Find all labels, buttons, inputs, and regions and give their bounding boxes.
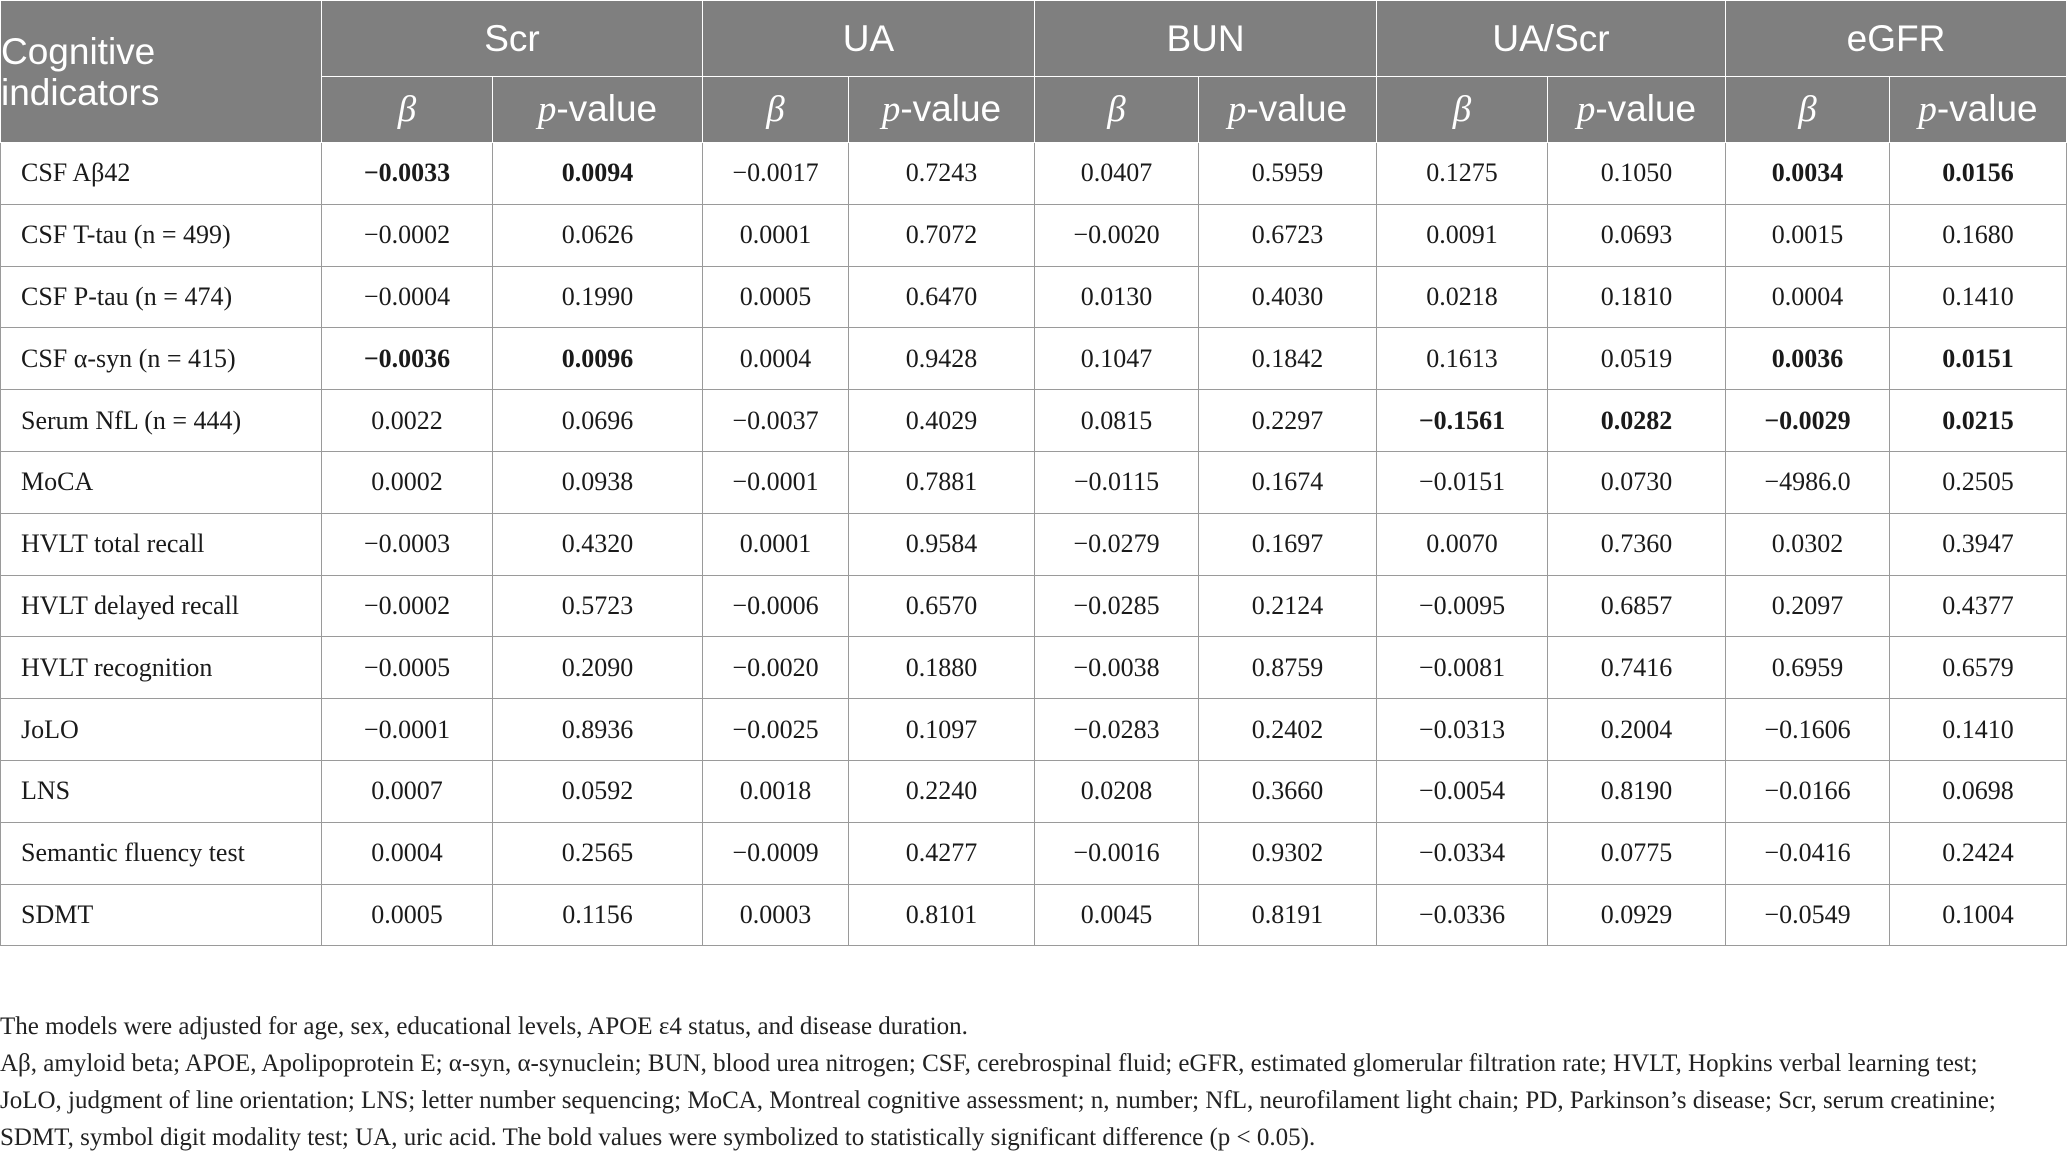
beta-cell: −0.0336 [1377,884,1548,946]
beta-cell: −4986.0 [1726,451,1890,513]
beta-cell: −0.0115 [1035,451,1199,513]
p-value-cell: 0.2424 [1890,822,2067,884]
p-value-cell: 0.1410 [1890,266,2067,328]
beta-cell: 0.0036 [1726,328,1890,390]
beta-cell: 0.0045 [1035,884,1199,946]
beta-cell: −0.0037 [703,390,849,452]
beta-cell: 0.0018 [703,760,849,822]
row-label: SDMT [1,884,322,946]
footnote-adjustment: The models were adjusted for age, sex, educational levels, APOE ε4 status, and disease duration. [0,1013,968,1040]
row-label: Serum NfL (n = 444) [1,390,322,452]
row-label: HVLT recognition [1,637,322,699]
p-value-cell: 0.8101 [849,884,1035,946]
p-value-header [1890,77,2067,143]
p-value-cell: 0.2124 [1199,575,1377,637]
p-value-cell: 0.9428 [849,328,1035,390]
p-value-suffix: -value [556,88,658,129]
p-value-cell: 0.9584 [849,513,1035,575]
p-value-cell: 0.2565 [493,822,703,884]
row-label: Semantic fluency test [1,822,322,884]
beta-cell: −0.0025 [703,699,849,761]
p-value-cell: 0.0693 [1548,204,1726,266]
p-value-cell: 0.4029 [849,390,1035,452]
row-label: CSF P-tau (n = 474) [1,266,322,328]
p-value-cell: 0.5959 [1199,143,1377,205]
group-header-scr: Scr [322,1,703,77]
p-value-cell: 0.1680 [1890,204,2067,266]
p-value-cell: 0.2240 [849,760,1035,822]
p-value-cell: 0.9302 [1199,822,1377,884]
p-symbol: p [881,89,901,130]
p-value-suffix: -value [900,88,1002,129]
table-row [1,204,2067,266]
beta-cell: −0.0081 [1377,637,1548,699]
p-value-cell: 0.0151 [1890,328,2067,390]
p-value-cell: 0.2004 [1548,699,1726,761]
table-body [1,143,2067,946]
p-value-cell: 0.8759 [1199,637,1377,699]
row-label: LNS [1,760,322,822]
p-value-header [849,77,1035,143]
p-value-cell: 0.1697 [1199,513,1377,575]
beta-cell: 0.2097 [1726,575,1890,637]
group-header-ua: UA [703,1,1035,77]
p-value-cell: 0.4030 [1199,266,1377,328]
p-value-cell: 0.1810 [1548,266,1726,328]
p-value-cell: 0.7243 [849,143,1035,205]
beta-cell: −0.0005 [322,637,493,699]
p-value-cell: 0.8190 [1548,760,1726,822]
beta-cell: 0.0002 [322,451,493,513]
p-value-cell: 0.4277 [849,822,1035,884]
beta-cell: 0.0070 [1377,513,1548,575]
p-value-cell: 0.8936 [493,699,703,761]
beta-cell: −0.0285 [1035,575,1199,637]
beta-cell: 0.0815 [1035,390,1199,452]
beta-cell: −0.0006 [703,575,849,637]
p-value-cell: 0.0929 [1548,884,1726,946]
p-value-cell: 0.4320 [493,513,703,575]
p-value-cell: 0.0626 [493,204,703,266]
row-label: JoLO [1,699,322,761]
p-value-cell: 0.0215 [1890,390,2067,452]
p-value-cell: 0.6570 [849,575,1035,637]
p-value-cell: 0.0519 [1548,328,1726,390]
table-row [1,513,2067,575]
beta-cell: −0.0313 [1377,699,1548,761]
beta-cell: 0.0001 [703,204,849,266]
beta-cell: 0.0001 [703,513,849,575]
beta-symbol: β [1452,89,1472,130]
beta-symbol: β [1798,89,1817,130]
beta-cell: 0.1275 [1377,143,1548,205]
beta-cell: −0.0038 [1035,637,1199,699]
p-value-cell: 0.1050 [1548,143,1726,205]
beta-cell: 0.0005 [322,884,493,946]
beta-cell: −0.0334 [1377,822,1548,884]
p-value-cell: 0.7881 [849,451,1035,513]
p-value-cell: 0.1842 [1199,328,1377,390]
beta-cell: −0.0029 [1726,390,1890,452]
beta-cell: 0.6959 [1726,637,1890,699]
beta-symbol: β [397,89,417,130]
beta-cell: −0.0283 [1035,699,1199,761]
p-value-cell: 0.6723 [1199,204,1377,266]
p-value-cell: 0.1410 [1890,699,2067,761]
p-value-cell: 0.0282 [1548,390,1726,452]
table-row [1,328,2067,390]
p-symbol: p [1576,89,1596,130]
p-symbol: p [1227,89,1247,130]
corner-header: Cognitive indicators [1,1,322,143]
beta-cell: 0.0130 [1035,266,1199,328]
p-value-cell: 0.6579 [1890,637,2067,699]
p-value-cell: 0.8191 [1199,884,1377,946]
beta-cell: −0.1606 [1726,699,1890,761]
table-header [1,1,2067,143]
beta-cell: 0.0208 [1035,760,1199,822]
beta-symbol: β [1107,89,1126,130]
beta-cell: 0.1613 [1377,328,1548,390]
table-row [1,390,2067,452]
table-footnotes [0,1008,2040,1156]
beta-cell: −0.0002 [322,575,493,637]
beta-cell: 0.1047 [1035,328,1199,390]
p-symbol: p [537,89,557,130]
p-value-cell: 0.0094 [493,143,703,205]
beta-cell: −0.0020 [703,637,849,699]
p-value-cell: 0.3660 [1199,760,1377,822]
beta-cell: −0.0054 [1377,760,1548,822]
p-symbol: p [1918,89,1937,130]
table-row [1,143,2067,205]
p-value-cell: 0.3947 [1890,513,2067,575]
p-value-cell: 0.1097 [849,699,1035,761]
p-value-cell: 0.2297 [1199,390,1377,452]
beta-cell: −0.0279 [1035,513,1199,575]
beta-cell: 0.0407 [1035,143,1199,205]
beta-cell: 0.0015 [1726,204,1890,266]
row-label: CSF α-syn (n = 415) [1,328,322,390]
p-value-cell: 0.4377 [1890,575,2067,637]
p-value-cell: 0.2090 [493,637,703,699]
table-row [1,575,2067,637]
p-value-cell: 0.1880 [849,637,1035,699]
beta-cell: 0.0004 [1726,266,1890,328]
table-row [1,637,2067,699]
beta-cell: −0.0003 [322,513,493,575]
p-value-cell: 0.1156 [493,884,703,946]
table-row [1,760,2067,822]
table-row [1,884,2067,946]
p-value-cell: 0.5723 [493,575,703,637]
p-value-cell: 0.7072 [849,204,1035,266]
p-value-cell: 0.0096 [493,328,703,390]
beta-cell: −0.1561 [1377,390,1548,452]
p-value-header [1199,77,1377,143]
p-value-cell: 0.0775 [1548,822,1726,884]
beta-cell: −0.0002 [322,204,493,266]
p-value-cell: 0.0938 [493,451,703,513]
beta-cell: −0.0416 [1726,822,1890,884]
beta-cell: −0.0033 [322,143,493,205]
p-value-cell: 0.1674 [1199,451,1377,513]
beta-cell: 0.0003 [703,884,849,946]
beta-cell: 0.0004 [703,328,849,390]
row-label: HVLT total recall [1,513,322,575]
beta-cell: −0.0549 [1726,884,1890,946]
p-value-cell: 0.2505 [1890,451,2067,513]
beta-cell: −0.0166 [1726,760,1890,822]
beta-cell: −0.0095 [1377,575,1548,637]
beta-cell: −0.0151 [1377,451,1548,513]
p-value-cell: 0.6857 [1548,575,1726,637]
p-value-cell: 0.1004 [1890,884,2067,946]
row-label: CSF T-tau (n = 499) [1,204,322,266]
p-value-cell: 0.0696 [493,390,703,452]
p-value-cell: 0.0592 [493,760,703,822]
beta-cell: 0.0034 [1726,143,1890,205]
beta-header [1377,77,1548,143]
beta-symbol: β [766,89,785,130]
beta-header [703,77,849,143]
footnote-abbreviations: Aβ, amyloid beta; APOE, Apolipoprotein E; α-syn, α-synuclein; BUN, blood urea nitrogen; CSF, cerebrospinal fluid; eGFR, estimated glomerular filtration rate; HVLT, Hopkins verbal learning test; JoLO, judgment of line orientation; LNS; letter number sequencing; MoCA, Montreal cognitive assessment; n, number; NfL, neurofilament light chain; PD, Parkinson’s disease; Scr, serum creatinine; SDMT, symbol digit modality test; UA, uric acid. The bold values were symbolized to statistically significant difference (p < 0.05). [0,1050,1996,1151]
beta-cell: −0.0020 [1035,204,1199,266]
beta-cell: −0.0001 [703,451,849,513]
p-value-cell: 0.6470 [849,266,1035,328]
beta-cell: −0.0036 [322,328,493,390]
beta-header [1035,77,1199,143]
table-row [1,699,2067,761]
header-row-groups [1,1,2067,77]
table-row [1,822,2067,884]
row-label: CSF Aβ42 [1,143,322,205]
p-value-cell: 0.1990 [493,266,703,328]
row-label: MoCA [1,451,322,513]
beta-cell: −0.0001 [322,699,493,761]
table-row [1,266,2067,328]
p-value-cell: 0.7360 [1548,513,1726,575]
beta-cell: 0.0022 [322,390,493,452]
beta-cell: 0.0302 [1726,513,1890,575]
p-value-cell: 0.0698 [1890,760,2067,822]
group-header-bun: BUN [1035,1,1377,77]
p-value-header [1548,77,1726,143]
p-value-cell: 0.0156 [1890,143,2067,205]
beta-cell: −0.0016 [1035,822,1199,884]
p-value-suffix: -value [1936,88,2038,129]
p-value-cell: 0.2402 [1199,699,1377,761]
table-row [1,451,2067,513]
beta-cell: −0.0017 [703,143,849,205]
beta-cell: 0.0007 [322,760,493,822]
p-value-suffix: -value [1595,88,1697,129]
p-value-cell: 0.0730 [1548,451,1726,513]
beta-cell: −0.0009 [703,822,849,884]
beta-header [322,77,493,143]
beta-cell: 0.0005 [703,266,849,328]
group-header-egfr: eGFR [1726,1,2067,77]
beta-cell: −0.0004 [322,266,493,328]
p-value-cell: 0.7416 [1548,637,1726,699]
beta-cell: 0.0218 [1377,266,1548,328]
beta-cell: 0.0091 [1377,204,1548,266]
beta-cell: 0.0004 [322,822,493,884]
row-label: HVLT delayed recall [1,575,322,637]
beta-header [1726,77,1890,143]
p-value-header [493,77,703,143]
p-value-suffix: -value [1246,88,1348,129]
group-header-ua-scr: UA/Scr [1377,1,1726,77]
